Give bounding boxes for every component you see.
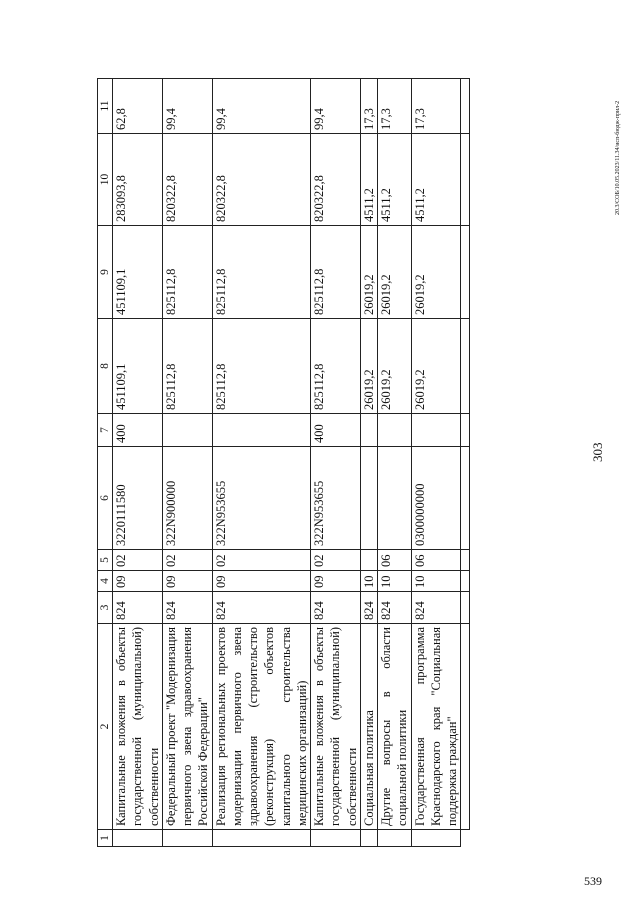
ministry-code-cell: 824 xyxy=(311,592,361,624)
column-header: 11 xyxy=(98,79,113,134)
subsection-code-cell: 02 xyxy=(311,550,361,571)
section-code-cell: 10 xyxy=(411,571,461,592)
column-header: 2 xyxy=(98,624,113,830)
target-article-cell xyxy=(360,447,377,550)
executed-amount-cell: 820322,8 xyxy=(212,134,311,226)
row-name-cell: Другие вопросы в области социальной политики xyxy=(378,624,412,830)
ministry-code-cell: 824 xyxy=(360,592,377,624)
section-code-cell: 09 xyxy=(113,571,163,592)
executed-amount-cell: 820322,8 xyxy=(311,134,361,226)
amount-cell: 26019,2 xyxy=(378,319,412,414)
row-spacer-cell xyxy=(360,830,377,847)
amount-cell: 825112,8 xyxy=(212,226,311,319)
section-code-cell: 09 xyxy=(311,571,361,592)
amount-cell: 825112,8 xyxy=(212,319,311,414)
column-header: 1 xyxy=(98,830,113,847)
table-row xyxy=(360,79,377,847)
row-spacer-cell xyxy=(212,830,311,847)
column-header: 5 xyxy=(98,550,113,571)
expense-type-cell xyxy=(378,414,412,447)
border-cell xyxy=(461,830,470,847)
row-spacer-cell xyxy=(311,830,361,847)
expense-type-cell xyxy=(212,414,311,447)
subsection-code-cell: 06 xyxy=(411,550,461,571)
target-article-cell xyxy=(378,447,412,550)
subsection-code-cell xyxy=(360,550,377,571)
table-row xyxy=(378,79,412,847)
amount-cell: 26019,2 xyxy=(360,226,377,319)
executed-amount-cell: 820322,8 xyxy=(162,134,212,226)
percent-cell: 62,8 xyxy=(113,79,163,134)
row-name-cell: Реализация региональных проектов модернизации первичного звена здравоохранения (строительство (реконструкция) объектов капитального строительства медицинских организаций) xyxy=(212,624,311,830)
page-number: 539 xyxy=(584,874,602,888)
row-name-cell: Социальная политика xyxy=(360,624,377,830)
executed-amount-cell: 4511,2 xyxy=(411,134,461,226)
amount-cell: 26019,2 xyxy=(411,226,461,319)
border-cell xyxy=(461,592,470,624)
row-spacer-cell xyxy=(411,830,461,847)
column-header: 3 xyxy=(98,592,113,624)
table-row xyxy=(113,79,163,847)
executed-amount-cell: 283093,8 xyxy=(113,134,163,226)
target-article-cell: 322N953655 xyxy=(311,447,361,550)
target-article-cell: 322N900000 xyxy=(162,447,212,550)
budget-table xyxy=(97,78,470,847)
ministry-code-cell: 824 xyxy=(378,592,412,624)
ministry-code-cell: 824 xyxy=(113,592,163,624)
column-header: 10 xyxy=(98,134,113,226)
percent-cell: 17,3 xyxy=(411,79,461,134)
percent-cell: 17,3 xyxy=(378,79,412,134)
column-header: 8 xyxy=(98,319,113,414)
amount-cell: 825112,8 xyxy=(162,319,212,414)
percent-cell: 99,4 xyxy=(212,79,311,134)
table-row xyxy=(311,79,361,847)
amount-cell: 825112,8 xyxy=(311,226,361,319)
row-spacer-cell xyxy=(113,830,163,847)
border-cell xyxy=(461,550,470,571)
amount-cell: 451109,1 xyxy=(113,319,163,414)
expense-type-cell: 400 xyxy=(113,414,163,447)
border-cell xyxy=(461,571,470,592)
table-row xyxy=(162,79,212,847)
border-cell xyxy=(461,414,470,447)
table-row xyxy=(212,79,311,847)
subsection-code-cell: 02 xyxy=(113,550,163,571)
footer-code: 20.3/СОБ/10.05.2023/11.34/исп-бюдж-прил-2 xyxy=(615,100,621,215)
amount-cell: 825112,8 xyxy=(162,226,212,319)
table-header-row xyxy=(98,79,113,847)
section-code-cell: 09 xyxy=(212,571,311,592)
target-article-cell: 0300000000 xyxy=(411,447,461,550)
expense-type-cell: 400 xyxy=(311,414,361,447)
row-name-cell: Капитальные вложения в объекты государственной (муниципальной) собственности xyxy=(311,624,361,830)
amount-cell: 26019,2 xyxy=(378,226,412,319)
expense-type-cell xyxy=(411,414,461,447)
expense-type-cell xyxy=(162,414,212,447)
section-code-cell: 10 xyxy=(378,571,412,592)
border-cell xyxy=(461,319,470,414)
column-header: 6 xyxy=(98,447,113,550)
ministry-code-cell: 824 xyxy=(411,592,461,624)
amount-cell: 26019,2 xyxy=(411,319,461,414)
subsection-code-cell: 06 xyxy=(378,550,412,571)
column-header: 7 xyxy=(98,414,113,447)
border-cell xyxy=(461,624,470,830)
amount-cell: 825112,8 xyxy=(311,319,361,414)
subsection-code-cell: 02 xyxy=(162,550,212,571)
target-article-cell: 3220111580 xyxy=(113,447,163,550)
row-name-cell: Государственная программа Краснодарского края "Социальная поддержка граждан" xyxy=(411,624,461,830)
document-page-number: 303 xyxy=(590,442,605,462)
table-row xyxy=(411,79,461,847)
border-cell xyxy=(461,226,470,319)
ministry-code-cell: 824 xyxy=(162,592,212,624)
amount-cell: 26019,2 xyxy=(360,319,377,414)
expense-type-cell xyxy=(360,414,377,447)
table-bottom-border xyxy=(461,79,470,847)
border-cell xyxy=(461,447,470,550)
ministry-code-cell: 824 xyxy=(212,592,311,624)
table-body xyxy=(113,79,470,847)
border-cell xyxy=(461,79,470,134)
percent-cell: 17,3 xyxy=(360,79,377,134)
percent-cell: 99,4 xyxy=(311,79,361,134)
row-spacer-cell xyxy=(378,830,412,847)
executed-amount-cell: 4511,2 xyxy=(360,134,377,226)
section-code-cell: 09 xyxy=(162,571,212,592)
target-article-cell: 322N953655 xyxy=(212,447,311,550)
percent-cell: 99,4 xyxy=(162,79,212,134)
subsection-code-cell: 02 xyxy=(212,550,311,571)
border-cell xyxy=(461,134,470,226)
row-spacer-cell xyxy=(162,830,212,847)
section-code-cell: 10 xyxy=(360,571,377,592)
row-name-cell: Федеральный проект "Модернизация первичного звена здравоохранения Российской Федерации" xyxy=(162,624,212,830)
amount-cell: 451109,1 xyxy=(113,226,163,319)
executed-amount-cell: 4511,2 xyxy=(378,134,412,226)
column-header: 4 xyxy=(98,571,113,592)
row-name-cell: Капитальные вложения в объекты государственной (муниципальной) собственности xyxy=(113,624,163,830)
column-header: 9 xyxy=(98,226,113,319)
